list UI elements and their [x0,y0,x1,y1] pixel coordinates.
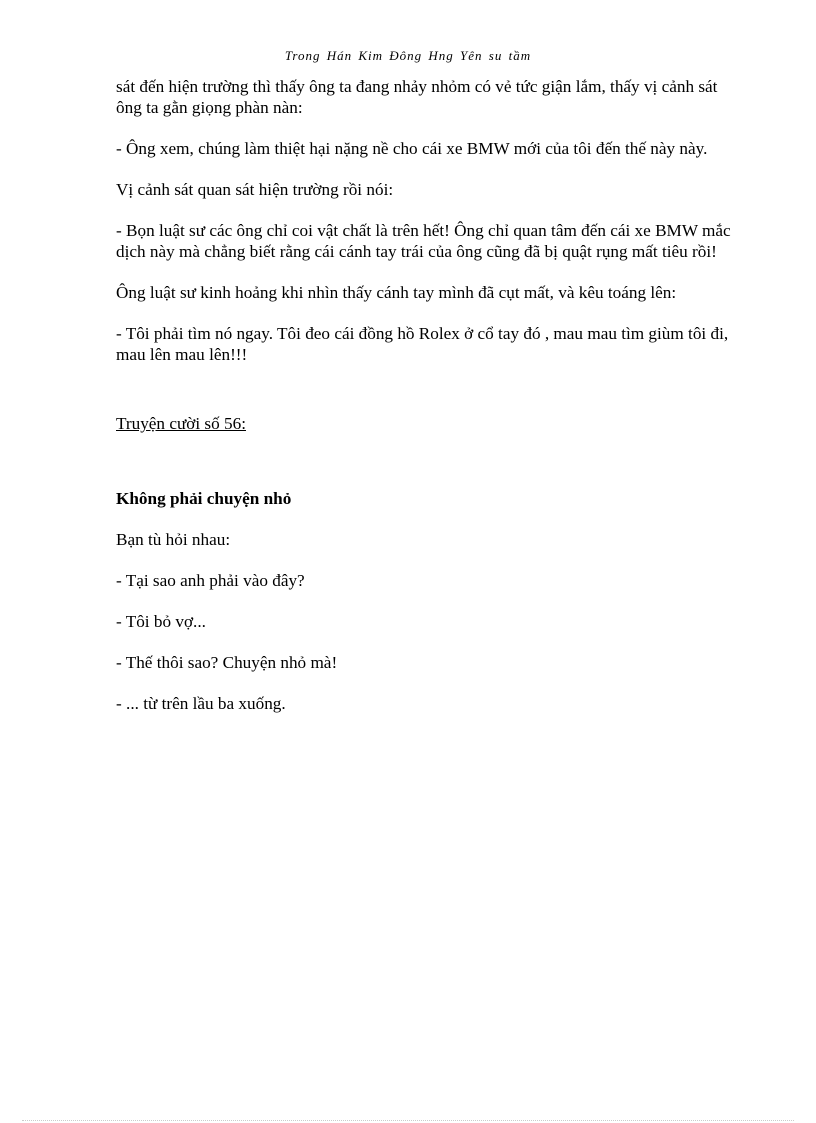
paragraph: - Tôi phải tìm nó ngay. Tôi đeo cái đồng hồ Rolex ở cổ tay đó , mau mau tìm giùm tôi đi, mau lên mau lên!!! [116,324,729,364]
story-line: - ... từ trên lầu ba xuống. [116,694,286,713]
story-title: Không phải chuyện nhỏ [116,489,292,508]
page-header: Trong Hán Kim Đông Hng Yên su tầm [284,48,532,63]
document-body [116,76,746,734]
paragraph: - Ông xem, chúng làm thiệt hại nặng nề cho cái xe BMW mới của tôi đến thế này này. [116,139,708,158]
story-number-heading: Truyện cười số 56: [116,414,246,433]
story-line: - Tại sao anh phải vào đây? [116,571,305,590]
story-line: - Tôi bỏ vợ... [116,612,206,631]
story-line: Bạn tù hỏi nhau: [116,530,231,549]
story-line: - Thế thôi sao? Chuyện nhỏ mà! [116,653,338,672]
paragraph: Vị cảnh sát quan sát hiện trường rồi nói: [116,180,394,199]
paragraph: sát đến hiện trường thì thấy ông ta đang nhảy nhỏm có vẻ tức giận lắm, thấy vị cảnh sát ông ta gằn giọng phàn nàn: [116,77,718,117]
paragraph: - Bọn luật sư các ông chỉ coi vật chất là trên hết! Ông chỉ quan tâm đến cái xe BMW mắc dịch này mà chẳng biết rằng cái cánh tay trái của ông cũng đã bị quật rụng mất tiêu rồi! [116,221,731,261]
paragraph: Ông luật sư kinh hoảng khi nhìn thấy cánh tay mình đã cụt mất, và kêu toáng lên: [116,283,677,302]
page-bottom-divider [22,1120,794,1121]
